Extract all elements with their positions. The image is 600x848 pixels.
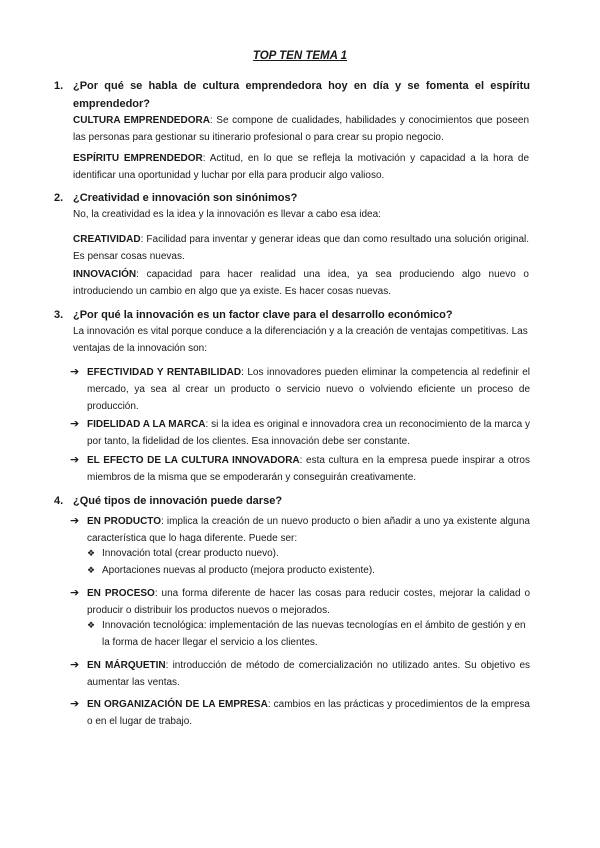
definition-text: : Facilidad para inventar y generar ideas que dan como resultado una solución original. Es pensar cosas nuevas. xyxy=(73,234,529,262)
item-text: : esta cultura en la empresa puede inspirar a otros miembros de la misma que se empoderarán y conseguirán creativamente. xyxy=(87,455,530,483)
question-2 xyxy=(54,189,530,207)
item-label: EN MÁRQUETIN xyxy=(87,660,166,671)
item-text: : cambios en las prácticas y procedimientos de la empresa o en el lugar de trabajo. xyxy=(87,699,530,727)
item-label: FIDELIDAD A LA MARCA xyxy=(87,419,206,430)
sub-item-text: Innovación total (crear producto nuevo). xyxy=(102,548,279,559)
arrow-icon: ➔ xyxy=(70,698,80,710)
definition-label: INNOVACIÓN xyxy=(73,269,137,280)
item-text: : una forma diferente de hacer las cosas para reducir costes, mejorar la calidad o producir o distribuir los productos nuevos o mejorados. xyxy=(87,588,531,616)
question-4 xyxy=(54,492,530,510)
definition-text: : Se compone de cualidades, habilidades y conocimientos que poseen las personas para gestionar su itinerario profesional o para crear su propio negocio. xyxy=(73,115,530,143)
answer-text: No, la creatividad es la idea y la innovación es llevar a cabo esa idea: xyxy=(73,209,381,220)
definition-label: CREATIVIDAD xyxy=(73,234,141,245)
arrow-icon: ➔ xyxy=(70,366,80,378)
item-label: EL EFECTO DE LA CULTURA INNOVADORA xyxy=(87,455,300,466)
definition-text: : Actitud, en lo que se refleja la motivación y capacidad a la hora de identificar una oportunidad y luchar por ella para producir algo valioso. xyxy=(73,153,530,181)
question-text: ¿Creatividad e innovación son sinónimos? xyxy=(73,192,298,204)
question-number: 1. xyxy=(54,80,64,92)
sub-item xyxy=(87,562,530,579)
arrow-icon: ➔ xyxy=(70,515,80,527)
item-label: EN ORGANIZACIÓN DE LA EMPRESA xyxy=(87,699,268,710)
list-item xyxy=(70,364,530,415)
sub-item-text: Aportaciones nuevas al producto (mejora producto existente). xyxy=(102,565,375,576)
item-label: EN PROCESO xyxy=(87,588,155,599)
list-item xyxy=(70,416,530,450)
diamond-bullet-icon: ❖ xyxy=(87,620,96,630)
list-item xyxy=(70,696,530,730)
diamond-bullet-icon: ❖ xyxy=(87,548,96,558)
document-title: TOP TEN TEMA 1 xyxy=(252,50,348,62)
item-text: : implica la creación de un nuevo producto o bien añadir a uno ya existente alguna característica que lo haga diferente. Puede ser: xyxy=(87,516,530,544)
item-text: : Los innovadores pueden eliminar la competencia al redefinir el mercado, ya sea al crear un producto o servicio nuevo o volviendo eficiente un proceso de producción. xyxy=(87,367,530,412)
item-text: : si la idea es original e innovadora crea un reconocimiento de la marca y por tanto, la fidelidad de los clientes. Esa innovación debe ser constante. xyxy=(87,419,530,447)
definition-innovacion xyxy=(73,266,529,300)
definition-cultura-emprendedora xyxy=(73,112,529,146)
list-item xyxy=(70,585,530,619)
arrow-icon: ➔ xyxy=(70,418,80,430)
intro-text: La innovación es vital porque conduce a la diferenciación y a la creación de ventajas competitivas. Las ventajas de la innovación son: xyxy=(73,326,528,354)
question-number: 4. xyxy=(54,495,64,507)
question-text: ¿Por qué se habla de cultura emprendedora hoy en día y se fomenta el espíritu emprendedor? xyxy=(73,80,530,110)
arrow-icon: ➔ xyxy=(70,659,80,671)
sub-item xyxy=(87,617,530,651)
definition-label: CULTURA EMPRENDEDORA xyxy=(73,115,210,126)
definition-creatividad xyxy=(73,231,529,265)
sub-item-text: Innovación tecnológica: implementación de las nuevas tecnologías en el ámbito de gestión y en la forma de hacer llegar el servicio a los clientes. xyxy=(102,620,526,648)
question-1 xyxy=(54,77,530,113)
item-text: : introducción de método de comercialización no utilizado antes. Su objetivo es aumentar las ventas. xyxy=(87,660,530,688)
definition-espiritu-emprendedor xyxy=(73,150,529,184)
question-text: ¿Por qué la innovación es un factor clave para el desarrollo económico? xyxy=(73,309,453,321)
question-number: 2. xyxy=(54,192,64,204)
question-number: 3. xyxy=(54,309,64,321)
list-item xyxy=(70,513,530,547)
list-item xyxy=(70,657,530,691)
item-label: EFECTIVIDAD Y RENTABILIDAD xyxy=(87,367,242,378)
definition-label: ESPÍRITU EMPRENDEDOR xyxy=(73,153,203,164)
sub-item xyxy=(87,545,530,562)
question-text: ¿Qué tipos de innovación puede darse? xyxy=(73,495,283,507)
item-label: EN PRODUCTO xyxy=(87,516,161,527)
diamond-bullet-icon: ❖ xyxy=(87,565,96,575)
list-item xyxy=(70,452,530,486)
arrow-icon: ➔ xyxy=(70,454,80,466)
question-3 xyxy=(54,306,530,324)
arrow-icon: ➔ xyxy=(70,587,80,599)
definition-text: : capacidad para hacer realidad una idea, ya sea produciendo algo nuevo o introduciendo un cambio en algo que ya existe. Es hacer cosas nuevas. xyxy=(73,269,529,297)
